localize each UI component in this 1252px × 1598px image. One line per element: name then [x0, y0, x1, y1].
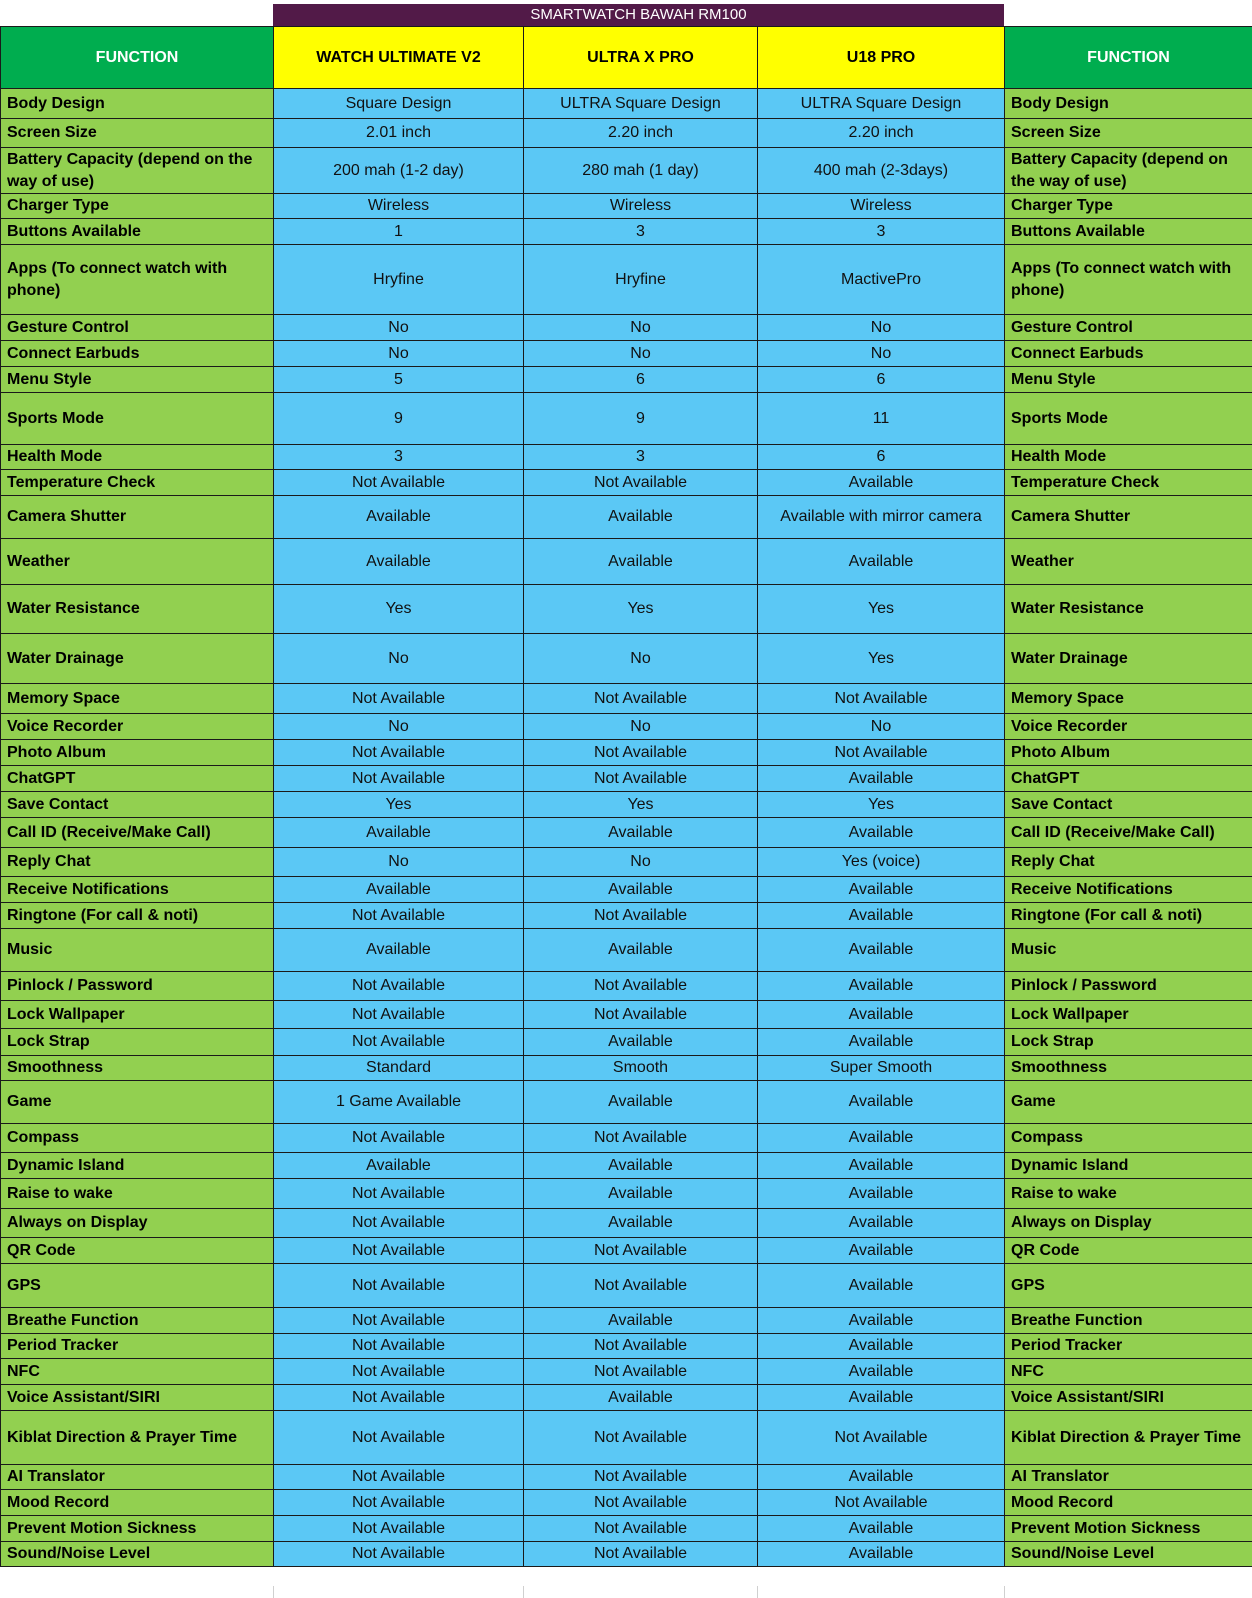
- table-row: [1, 1238, 1252, 1264]
- value-cell-u18-pro: No: [758, 315, 1005, 341]
- value-cell-u18-pro: Not Available: [758, 740, 1005, 766]
- feature-cell-left: Reply Chat: [1, 848, 274, 877]
- feature-cell-right: Save Contact: [1005, 792, 1252, 818]
- value-cell-ultra-x-pro: Hryfine: [524, 245, 758, 315]
- table-row: [1, 445, 1252, 470]
- table-row: [1, 1385, 1252, 1411]
- table-row: [1, 714, 1252, 740]
- value-cell-ultra-x-pro: Available: [524, 496, 758, 539]
- value-cell-u18-pro: 6: [758, 367, 1005, 393]
- value-cell-ultra-x-pro: Not Available: [524, 1359, 758, 1385]
- value-cell-u18-pro: Available: [758, 1516, 1005, 1542]
- value-cell-u18-pro: Available: [758, 766, 1005, 792]
- value-cell-u18-pro: 3: [758, 219, 1005, 245]
- value-cell-watch-ultimate-v2: 3: [274, 445, 524, 470]
- value-cell-watch-ultimate-v2: Not Available: [274, 1264, 524, 1308]
- value-cell-watch-ultimate-v2: Not Available: [274, 1209, 524, 1238]
- feature-cell-left: Compass: [1, 1124, 274, 1153]
- value-cell-u18-pro: MactivePro: [758, 245, 1005, 315]
- value-cell-ultra-x-pro: 3: [524, 445, 758, 470]
- value-cell-u18-pro: 6: [758, 445, 1005, 470]
- table-row: [1, 634, 1252, 684]
- value-cell-ultra-x-pro: Not Available: [524, 1238, 758, 1264]
- feature-cell-left: Memory Space: [1, 684, 274, 714]
- value-cell-watch-ultimate-v2: Not Available: [274, 1179, 524, 1209]
- feature-cell-left: Breathe Function: [1, 1308, 274, 1334]
- value-cell-u18-pro: Available: [758, 1308, 1005, 1334]
- value-cell-u18-pro: Available: [758, 470, 1005, 496]
- table-row: [1, 877, 1252, 903]
- table-row: [1, 848, 1252, 877]
- feature-cell-right: Water Resistance: [1005, 585, 1252, 634]
- feature-cell-left: AI Translator: [1, 1465, 274, 1490]
- feature-cell-left: Kiblat Direction & Prayer Time: [1, 1411, 274, 1465]
- table-body: [1, 89, 1252, 1567]
- value-cell-watch-ultimate-v2: Not Available: [274, 1465, 524, 1490]
- value-cell-ultra-x-pro: Available: [524, 1081, 758, 1124]
- value-cell-watch-ultimate-v2: Not Available: [274, 1411, 524, 1465]
- value-cell-u18-pro: Available: [758, 1153, 1005, 1179]
- value-cell-u18-pro: 2.20 inch: [758, 119, 1005, 148]
- table-row: [1, 792, 1252, 818]
- value-cell-ultra-x-pro: Not Available: [524, 1411, 758, 1465]
- table-row: [1, 1490, 1252, 1516]
- feature-cell-left: Lock Strap: [1, 1029, 274, 1056]
- value-cell-watch-ultimate-v2: No: [274, 714, 524, 740]
- table-row: [1, 1308, 1252, 1334]
- value-cell-u18-pro: Available: [758, 539, 1005, 585]
- feature-cell-right: Compass: [1005, 1124, 1252, 1153]
- feature-cell-right: Sound/Noise Level: [1005, 1542, 1252, 1567]
- value-cell-u18-pro: Not Available: [758, 1490, 1005, 1516]
- feature-cell-left: Battery Capacity (depend on the way of use): [1, 148, 274, 194]
- feature-cell-left: Call ID (Receive/Make Call): [1, 818, 274, 848]
- feature-cell-right: Raise to wake: [1005, 1179, 1252, 1209]
- table-row: [1, 1153, 1252, 1179]
- feature-cell-left: NFC: [1, 1359, 274, 1385]
- value-cell-ultra-x-pro: Not Available: [524, 470, 758, 496]
- table-row: [1, 119, 1252, 148]
- feature-cell-left: Body Design: [1, 89, 274, 119]
- feature-cell-left: Music: [1, 929, 274, 972]
- table-row: [1, 315, 1252, 341]
- value-cell-watch-ultimate-v2: Not Available: [274, 972, 524, 1001]
- feature-cell-right: Weather: [1005, 539, 1252, 585]
- feature-cell-right: Voice Recorder: [1005, 714, 1252, 740]
- feature-cell-left: Weather: [1, 539, 274, 585]
- value-cell-u18-pro: Available: [758, 1209, 1005, 1238]
- value-cell-watch-ultimate-v2: Not Available: [274, 740, 524, 766]
- feature-cell-left: Connect Earbuds: [1, 341, 274, 367]
- model-header-watch-ultimate-v2: WATCH ULTIMATE V2: [274, 27, 524, 89]
- value-cell-watch-ultimate-v2: Not Available: [274, 1238, 524, 1264]
- table-row: [1, 219, 1252, 245]
- value-cell-watch-ultimate-v2: Wireless: [274, 194, 524, 219]
- value-cell-watch-ultimate-v2: Available: [274, 1153, 524, 1179]
- value-cell-u18-pro: Super Smooth: [758, 1056, 1005, 1081]
- comparison-table: [0, 26, 1252, 1567]
- value-cell-watch-ultimate-v2: Available: [274, 929, 524, 972]
- feature-cell-left: Water Resistance: [1, 585, 274, 634]
- value-cell-watch-ultimate-v2: Available: [274, 877, 524, 903]
- feature-cell-left: Pinlock / Password: [1, 972, 274, 1001]
- feature-cell-left: Voice Recorder: [1, 714, 274, 740]
- table-row: [1, 245, 1252, 315]
- value-cell-u18-pro: ULTRA Square Design: [758, 89, 1005, 119]
- value-cell-watch-ultimate-v2: Not Available: [274, 1334, 524, 1359]
- value-cell-ultra-x-pro: Available: [524, 1029, 758, 1056]
- feature-cell-left: Temperature Check: [1, 470, 274, 496]
- feature-cell-left: Save Contact: [1, 792, 274, 818]
- value-cell-u18-pro: Available: [758, 1179, 1005, 1209]
- feature-cell-right: Ringtone (For call & noti): [1005, 903, 1252, 929]
- value-cell-u18-pro: Available: [758, 1334, 1005, 1359]
- value-cell-watch-ultimate-v2: Not Available: [274, 1001, 524, 1029]
- value-cell-ultra-x-pro: No: [524, 848, 758, 877]
- value-cell-u18-pro: Yes: [758, 792, 1005, 818]
- value-cell-u18-pro: No: [758, 714, 1005, 740]
- value-cell-watch-ultimate-v2: Not Available: [274, 1542, 524, 1567]
- table-row: [1, 393, 1252, 445]
- function-header-left: FUNCTION: [1, 27, 274, 89]
- feature-cell-left: Raise to wake: [1, 1179, 274, 1209]
- value-cell-ultra-x-pro: 2.20 inch: [524, 119, 758, 148]
- table-row: [1, 539, 1252, 585]
- feature-cell-left: Smoothness: [1, 1056, 274, 1081]
- table-row: [1, 818, 1252, 848]
- value-cell-u18-pro: Available: [758, 1238, 1005, 1264]
- table-row: [1, 148, 1252, 194]
- feature-cell-left: Gesture Control: [1, 315, 274, 341]
- feature-cell-left: Apps (To connect watch with phone): [1, 245, 274, 315]
- value-cell-ultra-x-pro: Yes: [524, 792, 758, 818]
- value-cell-ultra-x-pro: Available: [524, 1209, 758, 1238]
- value-cell-u18-pro: 11: [758, 393, 1005, 445]
- value-cell-watch-ultimate-v2: Yes: [274, 585, 524, 634]
- feature-cell-right: Prevent Motion Sickness: [1005, 1516, 1252, 1542]
- feature-cell-right: Reply Chat: [1005, 848, 1252, 877]
- model-header-ultra-x-pro: ULTRA X PRO: [524, 27, 758, 89]
- feature-cell-left: Camera Shutter: [1, 496, 274, 539]
- value-cell-u18-pro: Available: [758, 1542, 1005, 1567]
- value-cell-u18-pro: Yes: [758, 634, 1005, 684]
- value-cell-ultra-x-pro: Not Available: [524, 1001, 758, 1029]
- value-cell-ultra-x-pro: Not Available: [524, 1334, 758, 1359]
- value-cell-ultra-x-pro: Not Available: [524, 1465, 758, 1490]
- value-cell-u18-pro: Available: [758, 1264, 1005, 1308]
- value-cell-u18-pro: Available: [758, 1359, 1005, 1385]
- feature-cell-right: Lock Strap: [1005, 1029, 1252, 1056]
- value-cell-ultra-x-pro: 280 mah (1 day): [524, 148, 758, 194]
- table-row: [1, 740, 1252, 766]
- value-cell-u18-pro: Available: [758, 877, 1005, 903]
- value-cell-u18-pro: Not Available: [758, 684, 1005, 714]
- value-cell-watch-ultimate-v2: Not Available: [274, 684, 524, 714]
- table-row: [1, 1001, 1252, 1029]
- feature-cell-right: Period Tracker: [1005, 1334, 1252, 1359]
- value-cell-ultra-x-pro: 3: [524, 219, 758, 245]
- table-row: [1, 1542, 1252, 1567]
- value-cell-u18-pro: Wireless: [758, 194, 1005, 219]
- feature-cell-left: QR Code: [1, 1238, 274, 1264]
- feature-cell-left: Buttons Available: [1, 219, 274, 245]
- value-cell-ultra-x-pro: No: [524, 341, 758, 367]
- value-cell-ultra-x-pro: Available: [524, 1179, 758, 1209]
- table-row: [1, 1516, 1252, 1542]
- table-row: [1, 341, 1252, 367]
- value-cell-u18-pro: Available: [758, 1001, 1005, 1029]
- value-cell-u18-pro: Not Available: [758, 1411, 1005, 1465]
- value-cell-watch-ultimate-v2: Not Available: [274, 470, 524, 496]
- table-row: [1, 1334, 1252, 1359]
- value-cell-watch-ultimate-v2: 200 mah (1-2 day): [274, 148, 524, 194]
- feature-cell-left: Sports Mode: [1, 393, 274, 445]
- table-row: [1, 1209, 1252, 1238]
- value-cell-u18-pro: Available: [758, 903, 1005, 929]
- table-row: [1, 1029, 1252, 1056]
- value-cell-ultra-x-pro: Available: [524, 818, 758, 848]
- table-row: [1, 903, 1252, 929]
- value-cell-ultra-x-pro: No: [524, 315, 758, 341]
- feature-cell-right: Water Drainage: [1005, 634, 1252, 684]
- feature-cell-right: Menu Style: [1005, 367, 1252, 393]
- value-cell-u18-pro: Available: [758, 972, 1005, 1001]
- feature-cell-right: Voice Assistant/SIRI: [1005, 1385, 1252, 1411]
- value-cell-u18-pro: Available: [758, 1385, 1005, 1411]
- feature-cell-right: Dynamic Island: [1005, 1153, 1252, 1179]
- value-cell-watch-ultimate-v2: 9: [274, 393, 524, 445]
- value-cell-watch-ultimate-v2: Not Available: [274, 1490, 524, 1516]
- value-cell-ultra-x-pro: Available: [524, 1153, 758, 1179]
- value-cell-ultra-x-pro: Available: [524, 877, 758, 903]
- value-cell-watch-ultimate-v2: No: [274, 848, 524, 877]
- feature-cell-right: Music: [1005, 929, 1252, 972]
- feature-cell-left: ChatGPT: [1, 766, 274, 792]
- feature-cell-left: Receive Notifications: [1, 877, 274, 903]
- value-cell-ultra-x-pro: Not Available: [524, 766, 758, 792]
- value-cell-watch-ultimate-v2: Standard: [274, 1056, 524, 1081]
- value-cell-u18-pro: Yes (voice): [758, 848, 1005, 877]
- feature-cell-left: Voice Assistant/SIRI: [1, 1385, 274, 1411]
- table-row: [1, 194, 1252, 219]
- table-row: [1, 89, 1252, 119]
- value-cell-watch-ultimate-v2: 5: [274, 367, 524, 393]
- value-cell-watch-ultimate-v2: 2.01 inch: [274, 119, 524, 148]
- value-cell-u18-pro: Available with mirror camera: [758, 496, 1005, 539]
- value-cell-watch-ultimate-v2: Not Available: [274, 1124, 524, 1153]
- value-cell-watch-ultimate-v2: 1: [274, 219, 524, 245]
- value-cell-u18-pro: Available: [758, 818, 1005, 848]
- table-row: [1, 929, 1252, 972]
- feature-cell-left: Photo Album: [1, 740, 274, 766]
- feature-cell-left: Prevent Motion Sickness: [1, 1516, 274, 1542]
- value-cell-watch-ultimate-v2: Not Available: [274, 766, 524, 792]
- feature-cell-right: ChatGPT: [1005, 766, 1252, 792]
- value-cell-ultra-x-pro: Not Available: [524, 972, 758, 1001]
- value-cell-ultra-x-pro: Smooth: [524, 1056, 758, 1081]
- table-row: [1, 1465, 1252, 1490]
- table-row: [1, 1411, 1252, 1465]
- value-cell-u18-pro: No: [758, 341, 1005, 367]
- feature-cell-left: Menu Style: [1, 367, 274, 393]
- feature-cell-right: Apps (To connect watch with phone): [1005, 245, 1252, 315]
- feature-cell-right: GPS: [1005, 1264, 1252, 1308]
- feature-cell-left: GPS: [1, 1264, 274, 1308]
- value-cell-watch-ultimate-v2: Available: [274, 818, 524, 848]
- table-row: [1, 470, 1252, 496]
- table-row: [1, 1179, 1252, 1209]
- value-cell-u18-pro: Available: [758, 1124, 1005, 1153]
- value-cell-ultra-x-pro: No: [524, 714, 758, 740]
- feature-cell-right: Memory Space: [1005, 684, 1252, 714]
- feature-cell-right: Lock Wallpaper: [1005, 1001, 1252, 1029]
- value-cell-watch-ultimate-v2: Available: [274, 539, 524, 585]
- feature-cell-right: Sports Mode: [1005, 393, 1252, 445]
- feature-cell-right: Photo Album: [1005, 740, 1252, 766]
- value-cell-ultra-x-pro: Wireless: [524, 194, 758, 219]
- value-cell-u18-pro: Available: [758, 929, 1005, 972]
- table-row: [1, 1056, 1252, 1081]
- value-cell-ultra-x-pro: Not Available: [524, 1542, 758, 1567]
- feature-cell-right: Temperature Check: [1005, 470, 1252, 496]
- value-cell-u18-pro: 400 mah (2-3days): [758, 148, 1005, 194]
- value-cell-watch-ultimate-v2: Yes: [274, 792, 524, 818]
- value-cell-watch-ultimate-v2: Not Available: [274, 1385, 524, 1411]
- value-cell-watch-ultimate-v2: Not Available: [274, 1029, 524, 1056]
- feature-cell-right: NFC: [1005, 1359, 1252, 1385]
- value-cell-watch-ultimate-v2: Not Available: [274, 1516, 524, 1542]
- value-cell-ultra-x-pro: 9: [524, 393, 758, 445]
- feature-cell-left: Lock Wallpaper: [1, 1001, 274, 1029]
- feature-cell-left: Period Tracker: [1, 1334, 274, 1359]
- value-cell-watch-ultimate-v2: Not Available: [274, 903, 524, 929]
- model-header-u18-pro: U18 PRO: [758, 27, 1005, 89]
- value-cell-watch-ultimate-v2: No: [274, 634, 524, 684]
- feature-cell-left: Game: [1, 1081, 274, 1124]
- value-cell-u18-pro: Available: [758, 1465, 1005, 1490]
- feature-cell-left: Mood Record: [1, 1490, 274, 1516]
- feature-cell-right: Gesture Control: [1005, 315, 1252, 341]
- value-cell-ultra-x-pro: Not Available: [524, 1516, 758, 1542]
- feature-cell-right: Receive Notifications: [1005, 877, 1252, 903]
- table-row: [1, 1359, 1252, 1385]
- table-row: [1, 972, 1252, 1001]
- feature-cell-right: Mood Record: [1005, 1490, 1252, 1516]
- header-row: [1, 27, 1252, 89]
- function-header-right: FUNCTION: [1005, 27, 1252, 89]
- value-cell-u18-pro: Yes: [758, 585, 1005, 634]
- feature-cell-left: Sound/Noise Level: [1, 1542, 274, 1567]
- value-cell-watch-ultimate-v2: Not Available: [274, 1308, 524, 1334]
- feature-cell-right: Charger Type: [1005, 194, 1252, 219]
- feature-cell-left: Screen Size: [1, 119, 274, 148]
- value-cell-watch-ultimate-v2: 1 Game Available: [274, 1081, 524, 1124]
- feature-cell-left: Dynamic Island: [1, 1153, 274, 1179]
- feature-cell-right: Health Mode: [1005, 445, 1252, 470]
- value-cell-ultra-x-pro: Not Available: [524, 1264, 758, 1308]
- feature-cell-right: Connect Earbuds: [1005, 341, 1252, 367]
- feature-cell-left: Water Drainage: [1, 634, 274, 684]
- value-cell-u18-pro: Available: [758, 1081, 1005, 1124]
- value-cell-watch-ultimate-v2: No: [274, 315, 524, 341]
- sheet-bottom-gridlines: [0, 1586, 1252, 1598]
- value-cell-ultra-x-pro: Not Available: [524, 684, 758, 714]
- feature-cell-left: Ringtone (For call & noti): [1, 903, 274, 929]
- table-row: [1, 766, 1252, 792]
- value-cell-watch-ultimate-v2: No: [274, 341, 524, 367]
- feature-cell-right: QR Code: [1005, 1238, 1252, 1264]
- table-row: [1, 1264, 1252, 1308]
- value-cell-ultra-x-pro: Not Available: [524, 1490, 758, 1516]
- value-cell-ultra-x-pro: Available: [524, 929, 758, 972]
- value-cell-watch-ultimate-v2: Not Available: [274, 1359, 524, 1385]
- value-cell-watch-ultimate-v2: Available: [274, 496, 524, 539]
- value-cell-ultra-x-pro: Not Available: [524, 740, 758, 766]
- value-cell-ultra-x-pro: Yes: [524, 585, 758, 634]
- table-row: [1, 367, 1252, 393]
- table-row: [1, 496, 1252, 539]
- feature-cell-right: AI Translator: [1005, 1465, 1252, 1490]
- value-cell-ultra-x-pro: Available: [524, 1385, 758, 1411]
- feature-cell-right: Game: [1005, 1081, 1252, 1124]
- value-cell-ultra-x-pro: Available: [524, 539, 758, 585]
- table-row: [1, 585, 1252, 634]
- feature-cell-right: Kiblat Direction & Prayer Time: [1005, 1411, 1252, 1465]
- feature-cell-right: Buttons Available: [1005, 219, 1252, 245]
- value-cell-ultra-x-pro: Available: [524, 1308, 758, 1334]
- feature-cell-right: Smoothness: [1005, 1056, 1252, 1081]
- value-cell-ultra-x-pro: ULTRA Square Design: [524, 89, 758, 119]
- feature-cell-right: Camera Shutter: [1005, 496, 1252, 539]
- feature-cell-right: Screen Size: [1005, 119, 1252, 148]
- value-cell-ultra-x-pro: Not Available: [524, 903, 758, 929]
- feature-cell-left: Always on Display: [1, 1209, 274, 1238]
- feature-cell-right: Pinlock / Password: [1005, 972, 1252, 1001]
- value-cell-watch-ultimate-v2: Hryfine: [274, 245, 524, 315]
- feature-cell-left: Health Mode: [1, 445, 274, 470]
- value-cell-ultra-x-pro: 6: [524, 367, 758, 393]
- feature-cell-right: Battery Capacity (depend on the way of use): [1005, 148, 1252, 194]
- value-cell-watch-ultimate-v2: Square Design: [274, 89, 524, 119]
- feature-cell-right: Call ID (Receive/Make Call): [1005, 818, 1252, 848]
- sheet-banner: SMARTWATCH BAWAH RM100: [273, 4, 1004, 26]
- feature-cell-left: Charger Type: [1, 194, 274, 219]
- feature-cell-right: Body Design: [1005, 89, 1252, 119]
- table-row: [1, 1081, 1252, 1124]
- value-cell-u18-pro: Available: [758, 1029, 1005, 1056]
- value-cell-ultra-x-pro: No: [524, 634, 758, 684]
- feature-cell-right: Always on Display: [1005, 1209, 1252, 1238]
- table-row: [1, 684, 1252, 714]
- value-cell-ultra-x-pro: Not Available: [524, 1124, 758, 1153]
- feature-cell-right: Breathe Function: [1005, 1308, 1252, 1334]
- table-row: [1, 1124, 1252, 1153]
